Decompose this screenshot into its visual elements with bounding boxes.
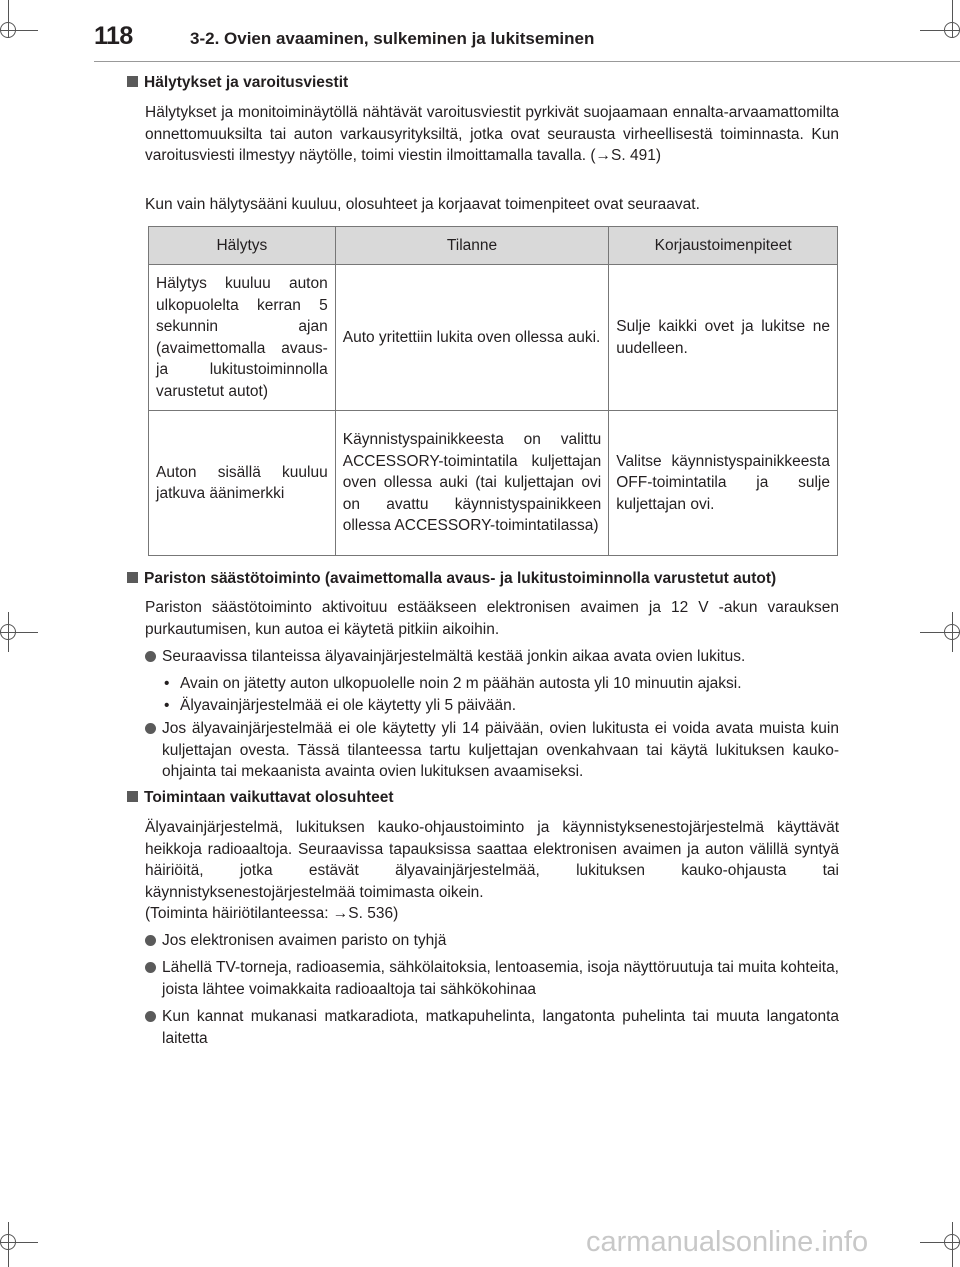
table-cell: Sulje kaikki ovet ja lukitse ne uudelleen. — [609, 265, 838, 411]
battery-saver-paragraph: Pariston säästötoiminto aktivoituu estääkseen elektronisen avaimen ja 12 V -akun varauksen purkautumisen, kun autoa ei käytetä pitkiin aikoihin. — [145, 599, 839, 638]
table-cell: Valitse käynnistyspainikkeesta OFF-toimintatila ja sulje kuljettajan ovi. — [609, 411, 838, 556]
middle-dot-icon: • — [164, 697, 170, 714]
section-heading-conditions — [127, 789, 393, 807]
sub-list-item-text: Älyavainjärjestelmää ei ole käytetty yli 5 päivään. — [180, 697, 517, 714]
round-bullet-icon — [145, 651, 156, 662]
list-item-text: Jos elektronisen avaimen paristo on tyhjä — [162, 932, 447, 949]
watermark: carmanualsonline.info — [586, 1226, 869, 1258]
list-item — [145, 930, 839, 952]
table-row — [149, 265, 838, 411]
sub-list-item — [164, 673, 839, 695]
section-heading-battery-saver — [127, 570, 776, 588]
alerts-paragraph-2: Kun vain hälytysääni kuuluu, olosuhteet ja korjaavat toimenpiteet ovat seuraavat. — [145, 196, 700, 213]
section-heading-text: Hälytykset ja varoitusviestit — [144, 74, 349, 91]
page-number: 118 — [94, 22, 133, 50]
table-header-cell: Korjaustoimenpiteet — [609, 227, 838, 265]
list-item-text: Lähellä TV-torneja, radioasemia, sähkölaitoksia, lentoasemia, isoja näyttöruutuja tai muita kohteita, joista lähtee voimakkaita radioaaltoja tai sähkökohinaa — [162, 959, 839, 998]
page-header — [94, 22, 954, 62]
list-item-text: Jos älyavainjärjestelmää ei ole käytetty yli 14 päivään, ovien lukitusta ei voida avata muista kuin kuljettajan ovesta. Tässä tilanteessa tartu kuljettajan ovenkahvaan tai käytä lukituksen kauko-ohjainta tai mekaanista avainta ovien lukituksen avaamiseksi. — [162, 720, 839, 780]
sub-list-item — [164, 695, 839, 717]
square-bullet-icon — [127, 76, 138, 87]
conditions-reference: (Toiminta häiriötilanteessa: →S. 536) — [145, 905, 399, 922]
alert-table — [148, 226, 838, 556]
section-heading-alerts — [127, 74, 348, 92]
chapter-title: 3-2. Ovien avaaminen, sulkeminen ja lukitseminen — [190, 29, 595, 48]
round-bullet-icon — [145, 1011, 156, 1022]
square-bullet-icon — [127, 572, 138, 583]
table-header-cell: Tilanne — [335, 227, 609, 265]
table-cell: Auton sisällä kuuluu jatkuva äänimerkki — [149, 411, 336, 556]
list-item — [145, 957, 839, 1000]
table-cell: Hälytys kuuluu auton ulkopuolelta kerran 5 sekunnin ajan (avaimettomalla avaus- ja lukitustoiminnolla varustetut autot) — [149, 265, 336, 411]
table-cell: Käynnistyspainikkeesta on valittu ACCESSORY-toimintatila kuljettajan oven ollessa auki (tai kuljettajan ovi on avattu käynnistyspainikkeen ollessa ACCESSORY-toimintatilassa) — [335, 411, 609, 556]
round-bullet-icon — [145, 935, 156, 946]
list-item — [145, 646, 839, 668]
list-item — [145, 718, 839, 783]
table-header-cell: Hälytys — [149, 227, 336, 265]
square-bullet-icon — [127, 791, 138, 802]
header-rule — [94, 61, 960, 62]
round-bullet-icon — [145, 962, 156, 973]
table-header-row — [149, 227, 838, 265]
alerts-paragraph: Hälytykset ja monitoiminäytöllä nähtävät varoitusviestit pyrkivät suojaamaan ennalta-arvaamattomilta onnettomuuksilta tai auton varkausyrityksiltä, jotka ovat seurausta virheellisestä toiminnasta. Kun varoitusviesti ilmestyy näytölle, toimi viestin ilmoittamalla tavalla. (→S. 491) — [145, 104, 839, 164]
table-row — [149, 411, 838, 556]
table-cell: Auto yritettiin lukita oven ollessa auki. — [335, 265, 609, 411]
round-bullet-icon — [145, 723, 156, 734]
list-item-text: Kun kannat mukanasi matkaradiota, matkapuhelinta, langatonta puhelinta tai muuta langatonta laitetta — [162, 1008, 839, 1047]
sub-list-item-text: Avain on jätetty auton ulkopuolelle noin 2 m päähän autosta yli 10 minuutin ajaksi. — [180, 675, 742, 692]
section-heading-text: Toimintaan vaikuttavat olosuhteet — [144, 789, 394, 806]
section-heading-text: Pariston säästötoiminto (avaimettomalla avaus- ja lukitustoiminnolla varustetut autot) — [144, 570, 777, 587]
middle-dot-icon: • — [164, 675, 170, 692]
conditions-paragraph: Älyavainjärjestelmä, lukituksen kauko-ohjaustoiminto ja käynnistyksenestojärjestelmä käyttävät heikkoja radioaaltoja. Seuraavissa tapauksissa saattaa elektronisen avaimen ja auton välillä syntyä häiriöitä, jotka estävät älyavainjärjestelmää, lukituksen kauko-ohjausta tai käynnistyksenestojärjestelmää toimimasta oikein. — [145, 819, 839, 901]
list-item — [145, 1006, 839, 1049]
list-item-text: Seuraavissa tilanteissa älyavainjärjestelmältä kestää jonkin aikaa avata ovien lukitus. — [162, 648, 746, 665]
